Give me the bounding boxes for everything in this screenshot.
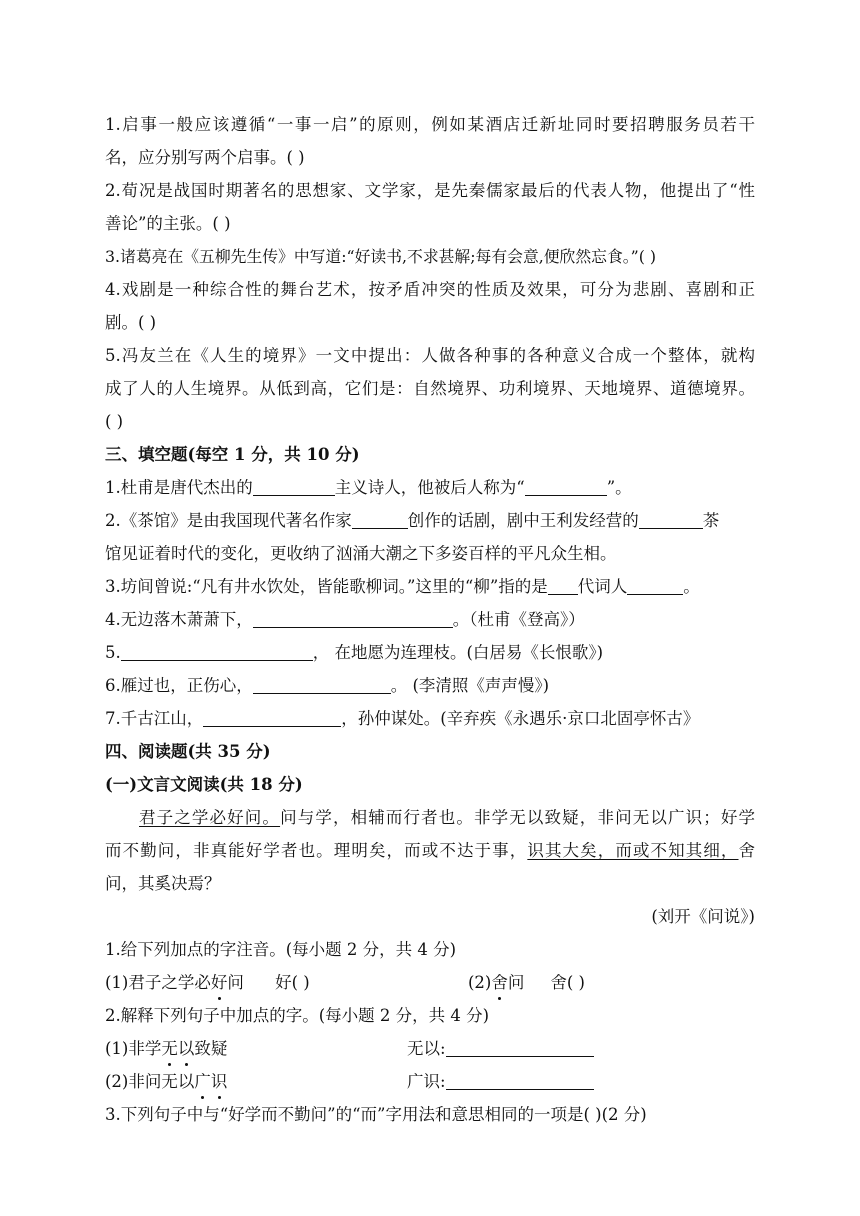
fill-q4-text-pre: 4.无边落木萧萧下， [105,610,253,629]
reading-question-2: 2.解释下列句子中加点的字。(每小题 2 分，共 4 分) [105,1006,490,1025]
q2-2-answer-group [407,1065,594,1098]
answer-blank[interactable] [639,508,703,529]
answer-blank[interactable] [548,574,578,595]
tf-question-1-cont [105,141,755,174]
fill-question-4 [105,603,755,636]
passage-line-3 [105,867,755,900]
passage-text: 问，其奚决焉？ [105,874,221,893]
fill-question-5 [105,636,755,669]
tf-question-5 [105,339,755,372]
fill-q2-text-pre: 2.《茶馆》是由我国现代著名作家 [105,511,352,530]
tf-question-2-cont [105,207,755,240]
fill-q6-text-pre: 6.雁过也，正伤心， [105,676,253,695]
q1-2-text: (2) [468,973,492,992]
source-citation: (刘开《问说》) [651,907,755,926]
reading-question-2-item-2 [105,1065,755,1098]
passage-line-1 [105,801,755,834]
answer-label: 无以: [407,1039,446,1058]
fill-q5-text-pre: 5. [105,643,121,662]
reading-question-3: 3.下列句子中与“好学而不勤问”的“而”字用法和意思相同的一项是( )(2 分) [105,1105,647,1124]
fill-question-3 [105,570,755,603]
tf-q1-line1: 1.启事一般应该遵循“一事一启”的原则，例如某酒店迁新址同时要招聘服务员若干 [105,115,755,134]
tf-question-4-cont [105,306,755,339]
fill-q5-text-post: ， 在地愿为连理枝。(白居易《长恨歌》) [312,643,604,662]
q2-1-answer-group [407,1032,594,1065]
pinyin-answer-slot[interactable]: 好( ) [275,973,310,992]
tf-q5-line1: 5.冯友兰在《人生的境界》一文中提出：人做各种事的各种意义合成一个整体，就构 [105,346,755,365]
tf-q1-line2: 名，应分别写两个启事。( ) [105,148,305,167]
fill-q1-text-mid: 主义诗人，他被后人称为“ [334,478,525,497]
dotted-char: 舍 [491,966,508,999]
passage-text: 问与学，相辅而行者也。非学无以致疑，非问无以广识；好学 [280,808,756,827]
tf-question-3 [105,240,755,273]
answer-blank[interactable] [203,706,341,727]
q2-1-text: (1)非学 [105,1039,162,1058]
dotted-char: 无 [161,1032,178,1065]
fill-q3-text-mid: 代词人 [577,577,628,596]
fill-q3-text-pre: 3.坊间曾说:“凡有井水饮处，皆能歌柳词。”这里的“柳”指的是 [105,577,548,596]
q2-2-text: (2)非问无以 [105,1072,195,1091]
subsection-heading-classical: (一)文言文阅读(共 18 分) [105,775,303,794]
passage-line-2 [105,834,755,867]
fill-q7-text-post: ，孙仲谋处。(辛弃疾《永遇乐·京口北固亭怀古》 [341,709,700,728]
fill-question-7 [105,702,755,735]
answer-blank[interactable] [253,673,391,694]
tf-q2-line1: 2.荀况是战国时期著名的思想家、文学家，是先秦儒家最后的代表人物，他提出了“性 [105,181,755,200]
tf-q4-line2: 剧。( ) [105,313,157,332]
dotted-char: 以 [178,1032,195,1065]
tf-q3-line: 3.诸葛亮在《五柳先生传》中写道:“好读书,不求甚解;每有会意,便欣然忘食。”( ) [105,247,657,266]
tf-q4-line1: 4.戏剧是一种综合性的舞台艺术，按矛盾冲突的性质及效果，可分为悲剧、喜剧和正 [105,280,755,299]
tf-question-5-paren [105,405,755,438]
answer-blank[interactable] [352,508,408,529]
dotted-char: 广 [194,1065,211,1098]
section-heading-reading: 四、阅读题(共 35 分) [105,742,271,761]
q1-1-text-post: 问 [227,973,244,992]
fill-q1-text-pre: 1.杜甫是唐代杰出的 [105,478,253,497]
q1-1-text: (1)君子之学必 [105,973,211,992]
q2-1-text-post: 致疑 [194,1039,228,1058]
fill-question-2-cont [105,537,755,570]
q1-2-text-post: 问 [507,973,525,992]
tf-question-5-cont [105,372,755,405]
fill-q2-text-mid: 创作的话剧，剧中王利发经营的 [407,511,639,530]
fill-q2-line2: 馆见证着时代的变化，更收纳了汹涌大潮之下多姿百样的平凡众生相。 [105,544,617,563]
tf-question-2 [105,174,755,207]
fill-question-1 [105,471,755,504]
tf-q2-line2: 善论”的主张。( ) [105,214,231,233]
answer-blank[interactable] [253,475,335,496]
answer-blank[interactable] [446,1036,594,1057]
dotted-char: 好 [211,966,228,999]
underlined-sentence: 识其大矣，而或不知其细， [527,841,739,860]
passage-source [105,900,755,933]
section-heading-fill: 三、填空题(每空 1 分，共 10 分) [105,445,360,464]
reading-question-1-items [105,966,755,999]
exam-page [105,108,755,1131]
reading-question-1: 1.给下列加点的字注音。(每小题 2 分，共 4 分) [105,940,457,959]
fill-q2-text-post: 茶 [702,511,720,530]
answer-blank[interactable] [446,1069,594,1090]
tf-q5-line2: 成了人的人生境界。从低到高，它们是：自然境界、功利境界、天地境界、道德境界。 [105,379,755,398]
tf-question-1 [105,108,755,141]
passage-text: 而不勤问，非真能好学者也。理明矣，而或不达于事， [105,841,528,860]
fill-q4-text-post: 。（杜甫《登高》） [452,610,585,629]
fill-question-2 [105,504,755,537]
answer-blank[interactable] [525,475,607,496]
underlined-sentence: 君子之学必好问。 [139,808,281,827]
tf-q5-line3: ( ) [105,412,124,431]
reading-question-2-item-1 [105,1032,755,1065]
answer-label: 广识: [407,1072,446,1091]
pinyin-answer-slot[interactable]: 舍( ) [550,973,585,992]
fill-question-6 [105,669,755,702]
answer-blank[interactable] [253,607,453,628]
dotted-char: 识 [211,1065,228,1098]
fill-q7-text-pre: 7.千古江山， [105,709,204,728]
fill-q1-text-post: ”。 [606,478,632,497]
answer-blank[interactable] [627,574,683,595]
answer-blank[interactable] [121,640,313,661]
fill-q6-text-post: 。 (李清照《声声慢》) [390,676,550,695]
tf-question-4 [105,273,755,306]
fill-q3-text-post: 。 [683,577,700,596]
q1-2-group [468,966,585,999]
passage-text: 舍 [738,841,756,860]
